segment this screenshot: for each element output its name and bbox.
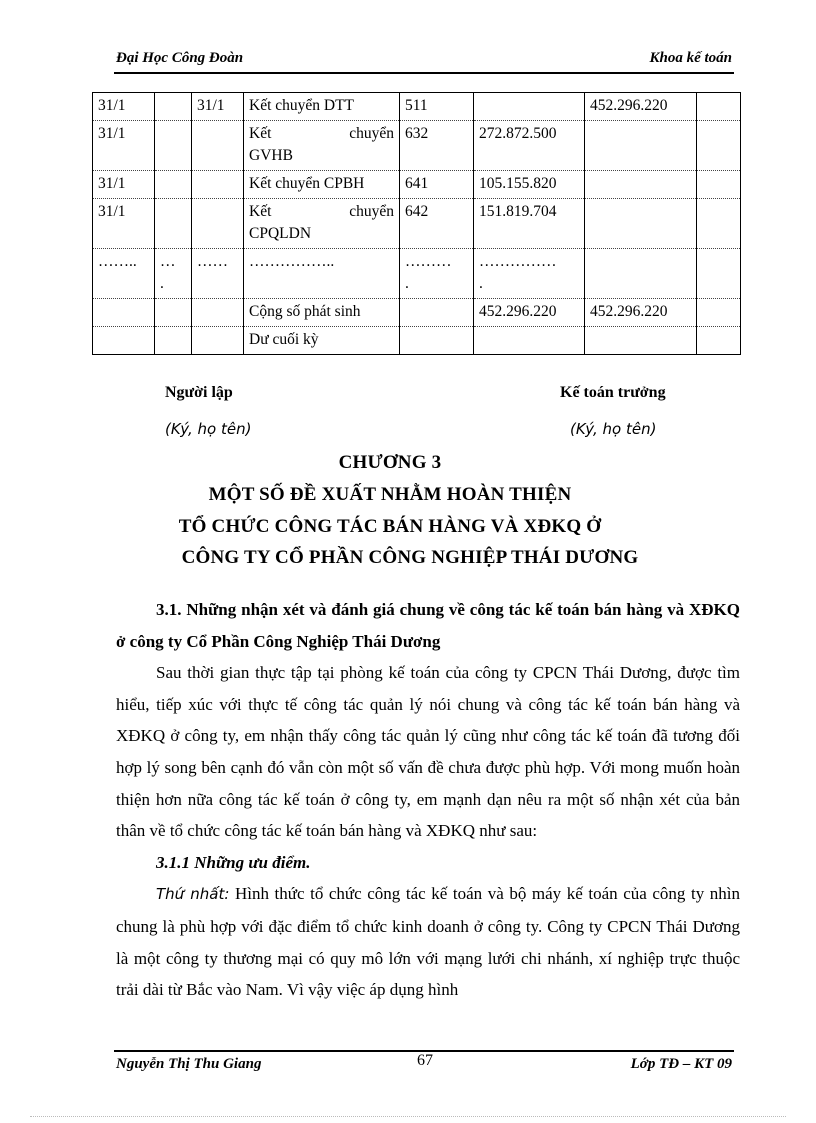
table-cell bbox=[697, 299, 741, 327]
table-cell bbox=[155, 327, 192, 355]
table-cell: Dư cuối kỳ bbox=[244, 327, 400, 355]
table-cell: Cộng số phát sinh bbox=[244, 299, 400, 327]
table-cell bbox=[585, 171, 697, 199]
table-row bbox=[93, 327, 741, 355]
table-cell bbox=[192, 171, 244, 199]
chapter-title-line2: TỔ CHỨC CÔNG TÁC BÁN HÀNG VÀ XĐKQ Ở bbox=[178, 516, 602, 537]
ledger-table bbox=[92, 92, 741, 355]
table-cell: 105.155.820 bbox=[474, 171, 585, 199]
table-cell bbox=[585, 249, 697, 299]
cell-line: Kết chuyển bbox=[249, 125, 394, 142]
table-cell: 511 bbox=[400, 93, 474, 121]
bottom-dotted-line bbox=[30, 1116, 786, 1117]
table-cell bbox=[155, 199, 192, 249]
table-cell bbox=[697, 327, 741, 355]
table-cell: 641 bbox=[400, 171, 474, 199]
table-cell bbox=[192, 199, 244, 249]
table-cell: … . bbox=[155, 249, 192, 299]
table-cell: 31/1 bbox=[93, 171, 155, 199]
table-row bbox=[93, 249, 741, 299]
table-cell bbox=[474, 327, 585, 355]
table-cell bbox=[155, 121, 192, 171]
table-cell bbox=[697, 249, 741, 299]
body-text bbox=[116, 594, 740, 1006]
table-cell bbox=[697, 199, 741, 249]
table-cell bbox=[93, 299, 155, 327]
section-3-1-1-heading: 3.1.1 Những ưu điểm. bbox=[156, 852, 311, 872]
table-cell: 31/1 bbox=[93, 199, 155, 249]
table-cell bbox=[697, 121, 741, 171]
cell-line: CPQLDN bbox=[249, 225, 312, 242]
page-number: 67 bbox=[417, 1052, 433, 1069]
table-cell bbox=[155, 171, 192, 199]
cell-line: Kết chuyển bbox=[249, 203, 394, 220]
table-cell: 272.872.500 bbox=[474, 121, 585, 171]
cell-line: GVHB bbox=[249, 147, 293, 164]
header-faculty: Khoa kế toán bbox=[649, 50, 732, 66]
table-cell bbox=[400, 327, 474, 355]
table-row bbox=[93, 199, 741, 249]
table-cell bbox=[585, 327, 697, 355]
table-cell bbox=[244, 121, 400, 171]
signer-right-sub: (Ký, họ tên) bbox=[570, 420, 657, 438]
table-row bbox=[93, 299, 741, 327]
table-cell: …….. bbox=[93, 249, 155, 299]
table-row bbox=[93, 121, 741, 171]
header-rule bbox=[114, 72, 734, 74]
paragraph-1: Sau thời gian thực tập tại phòng kế toán của công ty CPCN Thái Dương, được tìm hiểu, tiếp xúc với thực tế công tác quản lý nói chung và công tác kế toán bán hàng và XĐKQ ở công ty, em nhận thấy công tác quản lý cũng như công tác kế toán đã tương đối hợp lý song bên cạnh đó vẫn còn một số vấn đề chưa được phù hợp. Với mong muốn hoàn thiện hơn nữa công tác kế toán ở công ty, em mạnh dạn nêu ra một số nhận xét của bản thân về tổ chức công tác kế toán bán hàng và XĐKQ như sau: bbox=[116, 663, 740, 841]
table-cell: Kết chuyển DTT bbox=[244, 93, 400, 121]
table-cell bbox=[155, 93, 192, 121]
table-cell: 452.296.220 bbox=[585, 93, 697, 121]
table-cell bbox=[474, 93, 585, 121]
table-cell: …………… . bbox=[474, 249, 585, 299]
section-3-1-heading: 3.1. Những nhận xét và đánh giá chung về công tác kế toán bán hàng và XĐKQ ở công ty Cổ Phần Công Nghiệp Thái Dương bbox=[116, 600, 740, 651]
table-cell bbox=[585, 121, 697, 171]
table-row bbox=[93, 171, 741, 199]
header-school: Đại Học Công Đoàn bbox=[116, 50, 244, 66]
table-cell bbox=[192, 121, 244, 171]
chapter-number: CHƯƠNG 3 bbox=[338, 452, 442, 473]
table-cell: 151.819.704 bbox=[474, 199, 585, 249]
footer-author: Nguyễn Thị Thu Giang bbox=[116, 1056, 262, 1072]
table-cell: 642 bbox=[400, 199, 474, 249]
table-cell: …… bbox=[192, 249, 244, 299]
paragraph-2-lead: Thứ nhất: bbox=[156, 885, 230, 904]
table-cell bbox=[155, 299, 192, 327]
paragraph-2 bbox=[116, 878, 740, 1005]
table-cell: …………….. bbox=[244, 249, 400, 299]
table-cell bbox=[697, 171, 741, 199]
table-cell bbox=[400, 299, 474, 327]
paragraph-2-text: Hình thức tổ chức công tác kế toán và bộ máy kế toán của công ty nhìn chung là phù hợp với đặc điểm tổ chức kinh doanh ở công ty. Công ty CPCN Thái Dương là một công ty thương mại có quy mô lớn với mạng lưới chi nhánh, xí nghiệp trực thuộc trải dài từ Bắc vào Nam. Vì vậy việc áp dụng hình bbox=[116, 884, 740, 1000]
table-row bbox=[93, 93, 741, 121]
table-cell bbox=[192, 327, 244, 355]
table-cell bbox=[192, 299, 244, 327]
signer-right-title: Kế toán trưởng bbox=[560, 384, 666, 401]
chapter-title-line1: MỘT SỐ ĐỀ XUẤT NHẰM HOÀN THIỆN bbox=[208, 484, 572, 505]
table-cell: 452.296.220 bbox=[585, 299, 697, 327]
table-cell: Kết chuyển CPBH bbox=[244, 171, 400, 199]
table-cell: 452.296.220 bbox=[474, 299, 585, 327]
signer-left-sub: (Ký, họ tên) bbox=[165, 420, 252, 438]
table-cell bbox=[244, 199, 400, 249]
chapter-title-line3: CÔNG TY CỔ PHẦN CÔNG NGHIỆP THÁI DƯƠNG bbox=[181, 547, 639, 568]
table-cell: 632 bbox=[400, 121, 474, 171]
table-cell bbox=[93, 327, 155, 355]
footer-class: Lớp TĐ – KT 09 bbox=[630, 1056, 732, 1072]
table-cell: ……… . bbox=[400, 249, 474, 299]
signer-left-title: Người lập bbox=[165, 384, 233, 401]
table-cell bbox=[585, 199, 697, 249]
table-cell bbox=[697, 93, 741, 121]
table-cell: 31/1 bbox=[93, 121, 155, 171]
table-cell: 31/1 bbox=[93, 93, 155, 121]
table-cell: 31/1 bbox=[192, 93, 244, 121]
